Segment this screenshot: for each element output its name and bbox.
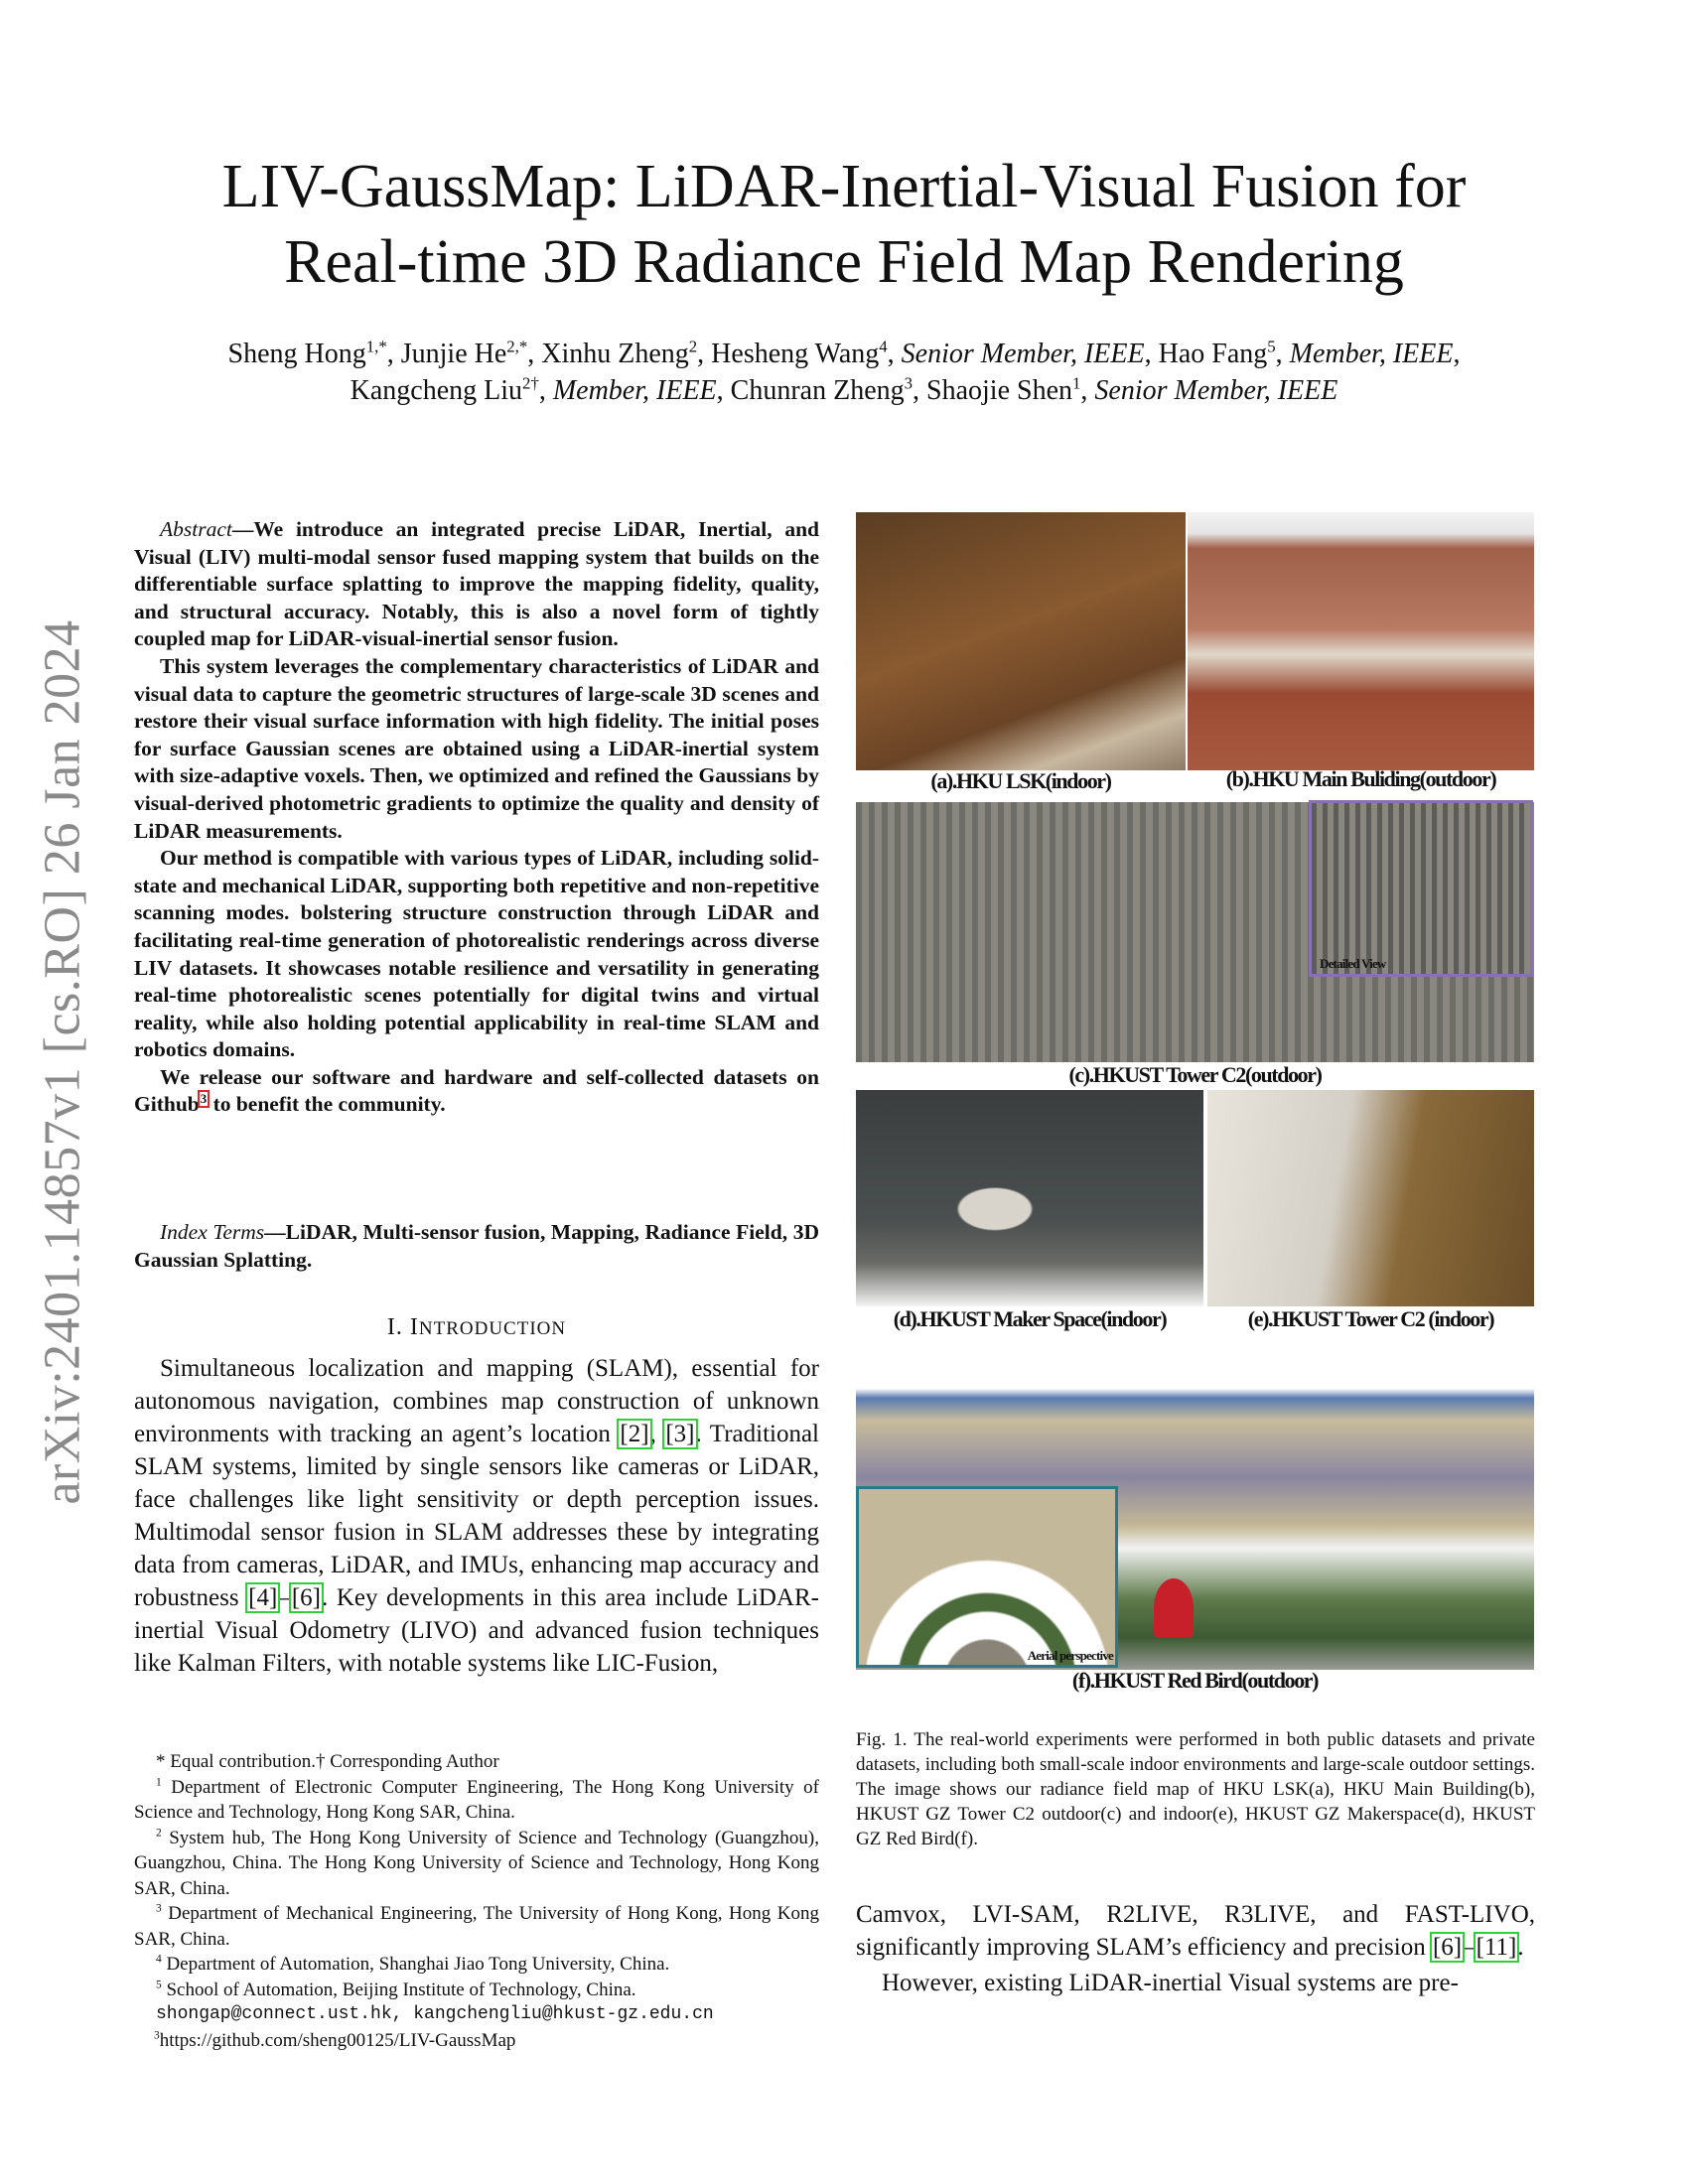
footnote xyxy=(134,1978,819,2003)
paper-title xyxy=(0,149,1688,300)
citation-link[interactable]: [3] xyxy=(665,1421,695,1447)
affiliation-mark: 1,* xyxy=(365,337,387,356)
aerial-perspective-inset xyxy=(856,1486,1118,1668)
footnote-mark: 3 xyxy=(156,1902,162,1915)
caption-f: (f).HKUST Red Bird(outdoor) xyxy=(1071,1668,1319,1693)
author: Hesheng Wang xyxy=(711,339,880,369)
caption-d: (d).HKUST Maker Space(indoor) xyxy=(893,1306,1167,1331)
footnote-text: Department of Electronic Computer Engineering, The Hong Kong University of Science and Technology, Hong Kong SAR, China. xyxy=(134,1776,819,1823)
abstract-p2: This system leverages the complementary characteristics of LiDAR and visual data to capture the geometric structures of large-scale 3D scenes and restore their visual surface information with high fidelity. The initial poses for surface Gaussian scenes are obtained using a LiDAR-inertial system with size-adaptive voxels. Then, we optimized and refined the Gaussians by visual-derived photometric gradients to optimize the quality and density of LiDAR measurements. xyxy=(134,653,819,843)
author: Shaojie Shen xyxy=(926,375,1073,406)
inset-label: Aerial perspective xyxy=(1027,1648,1113,1663)
abstract-p4 xyxy=(134,1064,819,1119)
abstract-text: We release our software and hardware and self-collected datasets on Github xyxy=(134,1064,819,1117)
intro-paragraph xyxy=(134,1352,819,1680)
affiliation-mark: 3 xyxy=(904,373,914,393)
affiliation-mark: 2† xyxy=(522,373,539,393)
affiliation-mark: 5 xyxy=(1267,337,1276,356)
author: Junjie He xyxy=(400,339,507,369)
author: Kangcheng Liu xyxy=(350,375,523,406)
footnotes xyxy=(134,1749,819,2053)
caption-b: (b).HKU Main Buliding(outdoor) xyxy=(1225,766,1496,791)
author: Chunran Zheng xyxy=(730,375,905,406)
body-text: – xyxy=(278,1584,291,1611)
right-column-text xyxy=(856,1898,1535,1999)
caption-a: (a).HKU LSK(indoor) xyxy=(930,768,1111,793)
github-link[interactable]: https://github.com/sheng00125/LIV-GaussMap xyxy=(159,2029,516,2051)
image-hku-main-building xyxy=(1188,512,1534,770)
citation-link[interactable]: [6] xyxy=(1432,1934,1463,1961)
author: Xinhu Zheng xyxy=(541,339,689,369)
footnote-mark: 4 xyxy=(156,1953,162,1966)
affiliation-mark: 2 xyxy=(688,337,698,356)
citation-link[interactable]: [11] xyxy=(1476,1934,1517,1961)
heading-text: I. I xyxy=(386,1314,419,1340)
abstract xyxy=(134,516,819,1119)
abstract-text: —We introduce an integrated precise LiDAR, Inertial, and Visual (LIV) multi-modal sensor fused mapping system that builds on the differentiable surface splatting to improve the mapping fidelity, quality, and structural accuracy. Notably, this is also a novel form of tightly coupled map for LiDAR-visual-inertial sensor fusion. xyxy=(134,517,819,651)
footnote-text: School of Automation, Beijing Institute of Technology, China. xyxy=(166,1979,636,2000)
citation-link[interactable]: [4] xyxy=(248,1584,278,1611)
email-addresses[interactable]: shongap@connect.ust.hk, kangchengliu@hkust-gz.edu.cn xyxy=(156,2004,714,2024)
detailed-view-inset xyxy=(1309,800,1533,977)
caption-e: (e).HKUST Tower C2 (indoor) xyxy=(1247,1306,1494,1331)
heading-text: NTRODUCTION xyxy=(418,1318,567,1339)
inset-label: Detailed View xyxy=(1320,956,1386,971)
author: Sheng Hong xyxy=(227,339,366,369)
footnote-mark: 1 xyxy=(156,1776,162,1789)
footnote: * Equal contribution.† Corresponding Author xyxy=(156,1751,499,1772)
body-text: Simultaneous localization and mapping (SLAM), essential for autonomous navigation, combines map construction of unknown environments with tracking an agent’s location xyxy=(134,1355,819,1447)
body-text: . Traditional SLAM systems, limited by single sensors like cameras or LiDAR, face challenges like light sensitivity or depth perception issues. Multimodal sensor fusion in SLAM addresses these by integrating data from cameras, LiDAR, and IMUs, enhancing map accuracy and robustness xyxy=(134,1421,819,1611)
footnote-mark: 3 xyxy=(154,2029,160,2042)
abstract-text: to benefit the community. xyxy=(208,1092,446,1117)
image-hku-lsk xyxy=(856,512,1186,770)
body-text: . xyxy=(1517,1934,1524,1961)
citation-link[interactable]: [2] xyxy=(620,1421,649,1447)
author-list: Sheng Hong$^{1,*}$, Junjie $He^{2,*}$, Xinhu Zheng$^2$, Hesheng Wang$^4$, Senior Member, IEEE, Hao Fang$^5$, Member, IEEE, Kangcheng Liu$^{2\dagger}$, Member, IEEE, Chunran Zheng$^3$, Shaojie Shen$^1$, Senior Member, IEEE xyxy=(227,337,1461,406)
footnote-mark: 2 xyxy=(156,1827,162,1840)
footnote xyxy=(134,1775,819,1826)
footnote xyxy=(134,1826,819,1902)
body-paragraph: However, existing LiDAR-inertial Visual systems are pre- xyxy=(882,1970,1459,1996)
footnote-mark: 5 xyxy=(156,1979,162,1991)
index-terms-text: —LiDAR, Multi-sensor fusion, Mapping, Radiance Field, 3D Gaussian Splatting. xyxy=(134,1220,819,1272)
footnote-text: Department of Automation, Shanghai Jiao Tong University, China. xyxy=(166,1954,670,1975)
affiliation-mark: 4 xyxy=(879,337,888,356)
affiliation-mark: 2,* xyxy=(506,337,528,356)
author-role: Member, IEEE xyxy=(1289,339,1454,369)
image-hkust-tower-c2-indoor xyxy=(1207,1090,1534,1306)
red-sculpture xyxy=(1154,1578,1194,1638)
author-role: Senior Member, IEEE xyxy=(1094,375,1338,406)
body-text: – xyxy=(1463,1934,1476,1961)
author: Hao Fang xyxy=(1158,339,1268,369)
body-text: , xyxy=(649,1421,665,1447)
author-role: Member, IEEE xyxy=(552,375,717,406)
footnote xyxy=(134,2028,819,2054)
body-text: . Key developments in this area include LiDAR-inertial Visual Odometry (LIVO) and advanced fusion techniques like Kalman Filters, with notable systems like LIC-Fusion, xyxy=(134,1584,819,1677)
section-heading xyxy=(134,1314,819,1341)
affiliation-mark: 1 xyxy=(1072,373,1081,393)
index-terms xyxy=(134,1219,819,1274)
footnote xyxy=(134,1901,819,1952)
citation-link[interactable]: [6] xyxy=(291,1584,321,1611)
abstract-p3: Our method is compatible with various types of LiDAR, including solid-state and mechanical LiDAR, supporting both repetitive and non-repetitive scanning modes. bolstering structure construction through LiDAR and facilitating real-time generation of photorealistic renderings across diverse LIV datasets. It showcases notable resilience and versatility in generating real-time photorealistic scenes potentially for digital twins and virtual reality, while also holding potential applicability in real-time SLAM and robotics domains. xyxy=(134,846,819,1062)
title-line-2: Real-time 3D Radiance Field Map Rendering xyxy=(284,228,1404,296)
abstract-p1 xyxy=(134,516,819,653)
body-paragraph xyxy=(856,1898,1535,1964)
footnote-text: Department of Mechanical Engineering, The University of Hong Kong, Hong Kong SAR, China. xyxy=(134,1903,820,1950)
caption-c: (c).HKUST Tower C2(outdoor) xyxy=(1068,1062,1322,1087)
body-text: Camvox, LVI-SAM, R2LIVE, R3LIVE, and FAST-LIVO, significantly improving SLAM’s efficiency and precision xyxy=(856,1901,1535,1961)
index-terms-label: Index Terms xyxy=(160,1220,265,1244)
footnote-link[interactable]: 3 xyxy=(200,1092,208,1107)
title-line-1: LIV-GaussMap: LiDAR-Inertial-Visual Fusion for xyxy=(221,153,1467,220)
arxiv-id: arXiv:2401.14857v1 [cs.RO] 26 Jan 2024 xyxy=(34,619,91,1505)
author-role: Senior Member, IEEE xyxy=(901,339,1145,369)
figure-caption: Fig. 1. The real-world experiments were performed in both public datasets and private datasets, including both small-scale indoor environments and large-scale outdoor settings. The image shows our radiance field map of HKU LSK(a), HKU Main Building(b), HKUST GZ Tower C2 outdoor(c) and indoor(e), HKUST GZ Makerspace(d), HKUST GZ Red Bird(f). xyxy=(856,1729,1535,1849)
abstract-label: Abstract xyxy=(160,517,232,541)
image-hkust-maker-space xyxy=(856,1090,1203,1306)
footnote xyxy=(134,1952,819,1978)
footnote-text: System hub, The Hong Kong University of Science and Technology (Guangzhou), Guangzhou, China. The Hong Kong University of Science and Technology, Hong Kong SAR, China. xyxy=(134,1827,819,1899)
arxiv-stamp xyxy=(28,586,97,1539)
